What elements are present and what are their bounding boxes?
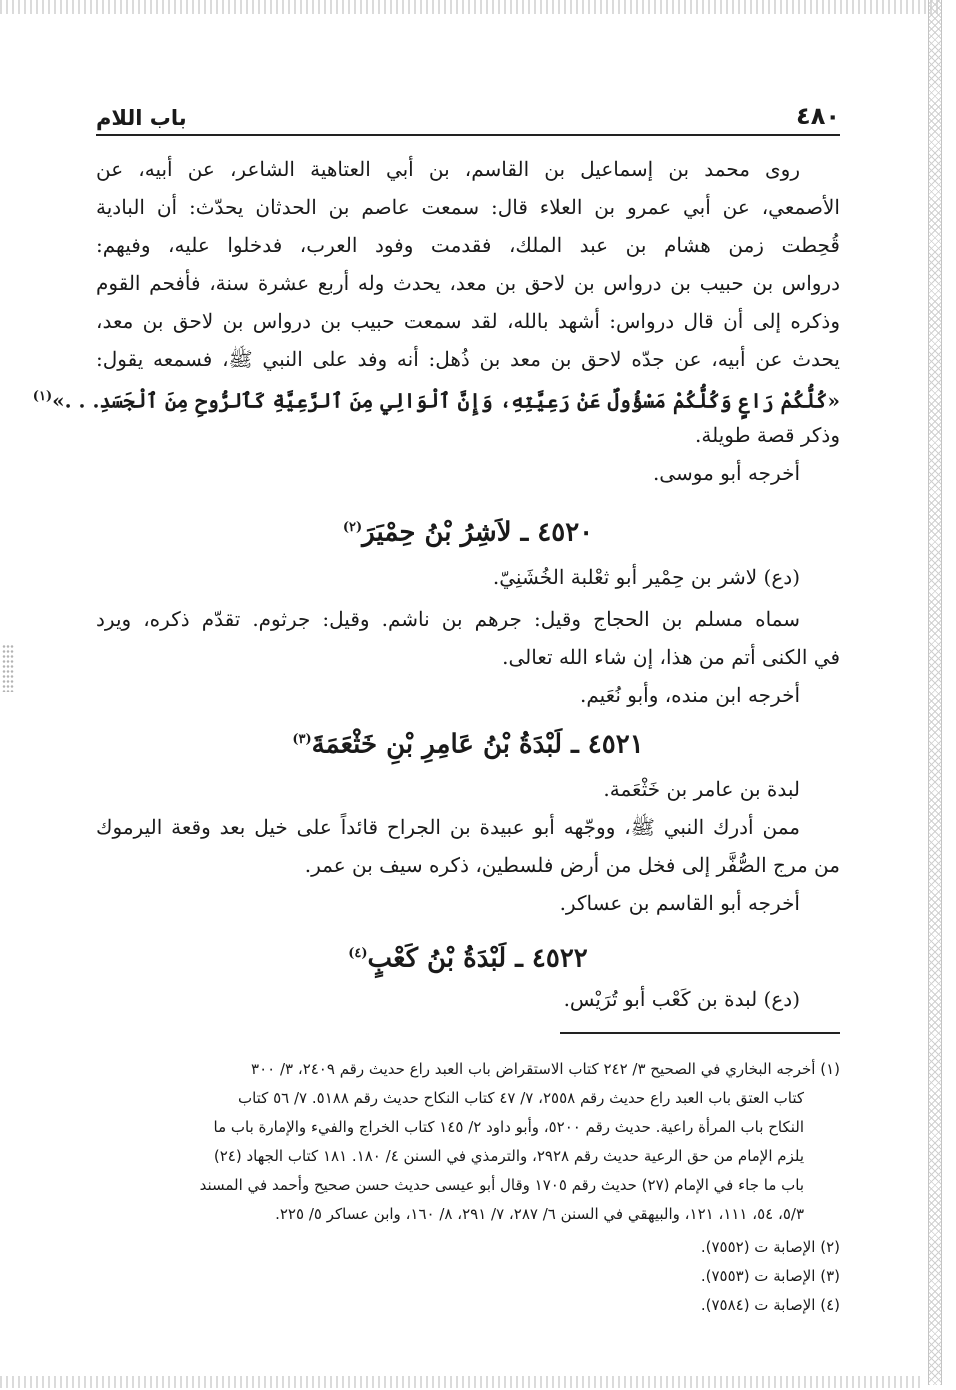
- book-page: [32, 0, 840, 1390]
- entry-line: أخرجه ابن منده، وأبو نُعَيم.: [579, 683, 800, 707]
- footnote-ref-3: (٣): [292, 732, 312, 747]
- entry-line: لبدة بن عامر بن خَثْعَمة.: [603, 777, 800, 801]
- entry-line: من مرج الصُّفَّر إلى فخل من أرض فلسطين، ذكره سيف بن عمر.: [304, 853, 840, 877]
- footnote-1-line: يلزم الإمام من حق الرعية حديث رقم ٢٩٢٨، والترمذي في السنن ٤/ ١٨٠. ١٨١ كتاب الجهاد (٢٤): [213, 1147, 804, 1165]
- footnote-4: (٤) الإصابة ت (٧٥٨٤).: [700, 1296, 840, 1314]
- entry-line: في الكنى أتم من هذا، إن شاء الله تعالى.: [502, 645, 840, 669]
- footnote-2: (٢) الإصابة ت (٧٥٥٢).: [700, 1238, 840, 1256]
- entry-line: (دع) لاشر بن حِمْير أبو ثعْلبة الخُشَنِيّ.: [492, 565, 800, 589]
- ornamental-border-right: [928, 0, 942, 1385]
- section-title: باب اللام: [96, 106, 187, 130]
- body-line: روى محمد بن إسماعيل بن القاسم، بن أبي العتاهية الشاعر، عن أبيه، عن: [96, 157, 800, 181]
- footnote-ref-2: (٢): [342, 520, 363, 535]
- entry-heading-4520: ٤٥٢٠ ـ لاَشِرُ بْنُ حِمْيَرَ$^{(٢)}$: [342, 517, 594, 548]
- footnote-1-line: ٥/٣، ٥٤، ١١١، ١٢١، والبيهقي في السنن ٦/ ٢٨٧، ٧/ ٢٩١، ٨/ ١٦٠، وابن عساكر ٥/ ٢٢٥.: [275, 1205, 804, 1223]
- footnote-1-line: باب ما جاء في الإمام (٢٧) حديث رقم ١٧٠٥ وقال أبو عيسى حديث حسن صحيح وأحمد في المسند: [199, 1176, 804, 1194]
- body-line: يحدث عن أبيه، عن جدّه لاحق بن معد بن ذُهل: أنه وفد على النبي ﷺ، فسمعه يقول:: [96, 347, 840, 371]
- body-line: أخرجه أبو موسى.: [652, 461, 800, 485]
- scan-speck: [2, 644, 14, 692]
- running-header: [96, 100, 840, 136]
- hadith-text: «كُلُّكُمْ رَاعٍ وَكُلُّكُمْ مَسْؤُولٌ عَنْ رَعِيَّتِهِ، وَإِنَّ ٱلْوَالِي مِنَ ٱلرَّعِيَّةِ كَٱلرُّوحِ مِنَ ٱلْجَسَدِ. . .»: [52, 388, 840, 413]
- entry-heading-4521: ٤٥٢١ ـ لَبْدَةُ بْنُ عَامِرِ بْنِ خَثْعَمَةَ$^{(٣)}$: [292, 729, 644, 760]
- body-line: درواس بن حبيب بن درواس بن لاحق بن معد، يحدث وله أربع عشرة سنة، فأفحم القوم: [96, 271, 840, 295]
- footnote-1-line: النكاح باب المرأة راعية. حديث رقم ٥٢٠٠، وأبو داود ٢/ ١٤٥ كتاب الخراج والفيء والإمارة باب ما: [213, 1118, 804, 1136]
- entry-line: أخرجه أبو القاسم بن عساكر.: [559, 891, 800, 915]
- body-line: وذكره إلى أن قال درواس: أشهد بالله، لقد سمعت حبيب بن درواس بن لاحق بن معد،: [96, 309, 840, 333]
- footnote-1-line: كتاب العتق باب العبد راع حديث رقم ٢٥٥٨، ٧/ ٤٧ كتاب النكاح حديث رقم ٥١٨٨. ٧/ ٥٦ كتاب: [237, 1089, 804, 1107]
- entry-heading-4522: ٤٥٢٢ ـ لَبْدَةُ بْنُ كَعْبٍ$^{(٤)}$: [348, 943, 588, 974]
- body-line: وذكر قصة طويلة.: [695, 423, 840, 447]
- footnote-separator: [560, 1032, 840, 1034]
- entry-line: ممن أدرك النبي ﷺ، ووجّهه أبو عبيدة بن الجراح قائداً على خيل بعد وقعة اليرموك: [96, 815, 800, 839]
- body-line: الأصمعي، عن أبي عمرو بن العلاء قال: سمعت عاصم بن الحدثان يحدّث: أن البادية: [96, 195, 840, 219]
- footnote-1-line: (١) أخرجه البخاري في الصحيح ٣/ ٢٤٢ كتاب الاستقراض باب العبد راع حديث رقم ٢٤٠٩، ٣/ ٣٠٠: [251, 1060, 840, 1078]
- hadith-quote: [32, 382, 840, 416]
- footnote-3: (٣) الإصابة ت (٧٥٥٣).: [700, 1267, 840, 1285]
- page-number: ٤٨٠: [796, 102, 840, 130]
- body-line: قُحِطت زمن هشام بن عبد الملك، فقدمت وفود العرب، فدخلوا عليه، وفيهم:: [96, 233, 840, 257]
- entry-line: سماه مسلم بن الحجاج وقيل: جرهم بن ناشم. وقيل: جرثوم. تقدّم ذكره، ويرد: [96, 607, 800, 631]
- footnote-ref-1: (١): [32, 389, 53, 404]
- footnote-ref-4: (٤): [348, 946, 368, 961]
- entry-line: (دع) لبدة بن كَعْب أبو تُرَيْس.: [563, 987, 800, 1011]
